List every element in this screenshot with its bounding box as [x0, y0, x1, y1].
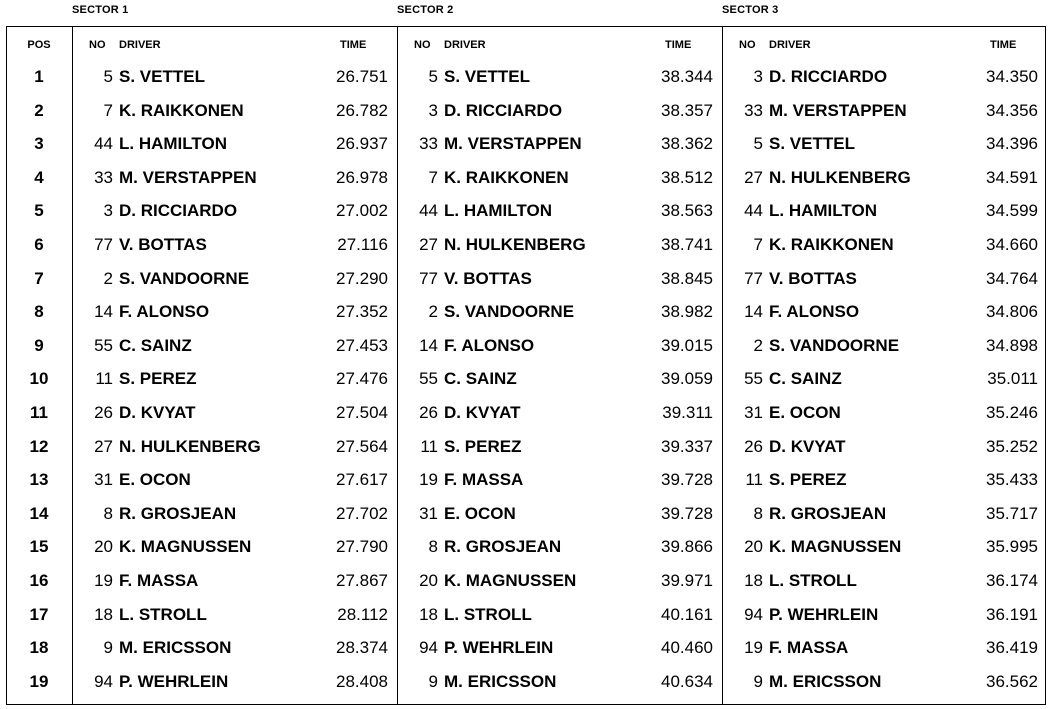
position-cell: 1 [34, 67, 44, 86]
sector-time-cell: 34.599 [986, 201, 1038, 221]
car-number-cell: 5 [103, 67, 113, 86]
car-number-cell: 2 [428, 302, 438, 322]
sector-time-cell: 34.806 [986, 302, 1038, 322]
car-number-cell: 31 [94, 470, 113, 490]
position-cell: 13 [29, 470, 49, 490]
driver-name-cell: N. HULKENBERG [444, 235, 586, 254]
driver-name-cell: V. BOTTAS [769, 268, 857, 288]
car-number-cell: 14 [744, 302, 763, 322]
driver-name-cell: S. VANDOORNE [769, 335, 900, 355]
car-number-cell: 8 [103, 503, 113, 523]
sector-time-cell: 35.717 [986, 503, 1038, 523]
driver-name-cell: P. WEHRLEIN [769, 604, 879, 624]
position-cell: 3 [34, 134, 44, 154]
driver-name-cell: L. STROLL [119, 604, 207, 624]
sector-time-cell: 40.161 [661, 604, 713, 624]
position-cell: 18 [29, 638, 49, 658]
car-number-cell: 77 [744, 268, 763, 288]
sector-time-cell: 38.362 [661, 134, 713, 154]
car-number-cell: 11 [95, 369, 113, 389]
sector-time-cell: 27.476 [336, 369, 388, 389]
driver-name-cell: C. SAINZ [119, 335, 192, 355]
sector-time-cell: 38.344 [661, 67, 713, 86]
table-row [7, 329, 1045, 363]
sector-time-cell: 38.357 [661, 100, 713, 120]
position-cell: 8 [34, 302, 44, 322]
car-number-cell: 26 [419, 403, 438, 422]
driver-name-cell: L. STROLL [444, 604, 532, 624]
table-row [7, 362, 1045, 396]
header-time-s1: TIME [340, 39, 367, 51]
sector-time-cell: 34.660 [986, 235, 1038, 254]
car-number-cell: 94 [744, 604, 763, 624]
sector-time-cell: 27.702 [336, 503, 388, 523]
car-number-cell: 44 [419, 201, 438, 221]
sector-time-cell: 27.790 [336, 537, 388, 557]
car-number-cell: 44 [744, 201, 763, 221]
sector-time-cell: 39.971 [661, 571, 713, 590]
sector-time-cell: 39.059 [661, 369, 713, 389]
sector-time-cell: 36.174 [986, 571, 1038, 590]
sector-time-cell: 35.246 [986, 403, 1038, 422]
driver-name-cell: K. MAGNUSSEN [119, 537, 252, 557]
driver-name-cell: S. PEREZ [769, 470, 847, 490]
car-number-cell: 55 [744, 369, 763, 389]
driver-name-cell: E. OCON [769, 403, 841, 422]
car-number-cell: 20 [744, 537, 763, 557]
table-row [7, 530, 1045, 564]
table-row [7, 564, 1045, 598]
driver-name-cell: L. HAMILTON [119, 134, 227, 154]
driver-name-cell: M. ERICSSON [769, 671, 882, 691]
sector-time-cell: 27.564 [336, 436, 388, 456]
sector-time-cell: 27.352 [336, 302, 388, 322]
table-row [7, 94, 1045, 128]
position-cell: 9 [34, 335, 44, 355]
sector-time-cell: 39.728 [661, 503, 713, 523]
header-time-s2: TIME [665, 39, 692, 51]
table-row [7, 631, 1045, 665]
sector-time-cell: 39.015 [661, 335, 713, 355]
table-row [7, 60, 1045, 94]
table-row [7, 463, 1045, 497]
sector-time-cell: 28.112 [337, 604, 388, 624]
car-number-cell: 3 [753, 67, 763, 86]
car-number-cell: 27 [94, 436, 113, 456]
sector-time-cell: 27.504 [336, 403, 388, 422]
sector-titles [0, 0, 1051, 26]
car-number-cell: 27 [419, 235, 438, 254]
position-cell: 10 [29, 369, 49, 389]
car-number-cell: 9 [103, 638, 113, 658]
driver-name-cell: D. KVYAT [119, 403, 196, 422]
driver-name-cell: F. ALONSO [119, 302, 210, 322]
sector-time-cell: 35.011 [987, 369, 1038, 389]
car-number-cell: 94 [419, 638, 438, 658]
sector-time-cell: 39.728 [661, 470, 713, 490]
sector-time-cell: 38.741 [661, 235, 713, 254]
car-number-cell: 26 [744, 436, 763, 456]
header-row [7, 39, 1047, 53]
table-row [7, 194, 1045, 228]
sector-time-cell: 34.396 [986, 134, 1038, 154]
sector-time-cell: 28.374 [336, 638, 388, 658]
car-number-cell: 19 [419, 470, 438, 490]
header-driver-s3: DRIVER [769, 39, 811, 51]
sector-time-cell: 26.751 [336, 67, 388, 86]
driver-name-cell: S. VETTEL [444, 67, 530, 86]
sector-time-cell: 34.350 [986, 67, 1038, 86]
driver-name-cell: L. HAMILTON [769, 201, 877, 221]
driver-name-cell: M. VERSTAPPEN [444, 134, 582, 154]
sector-time-cell: 38.845 [661, 268, 713, 288]
car-number-cell: 33 [94, 167, 113, 187]
car-number-cell: 19 [744, 638, 763, 658]
driver-name-cell: L. STROLL [769, 571, 857, 590]
car-number-cell: 19 [94, 571, 113, 590]
sector-time-cell: 36.419 [986, 638, 1038, 658]
position-cell: 16 [29, 571, 49, 590]
car-number-cell: 9 [753, 671, 763, 691]
car-number-cell: 3 [103, 201, 113, 221]
car-number-cell: 18 [419, 604, 438, 624]
driver-name-cell: F. MASSA [769, 638, 849, 658]
position-cell: 4 [34, 167, 44, 187]
position-cell: 12 [29, 436, 49, 456]
sector-time-cell: 38.512 [661, 167, 713, 187]
car-number-cell: 31 [419, 503, 438, 523]
position-cell: 11 [30, 403, 48, 422]
driver-name-cell: M. VERSTAPPEN [119, 167, 257, 187]
sector-time-cell: 35.433 [986, 470, 1038, 490]
driver-name-cell: M. VERSTAPPEN [769, 100, 907, 120]
car-number-cell: 5 [428, 67, 438, 86]
header-no-s2: NO [414, 39, 431, 51]
driver-name-cell: L. HAMILTON [444, 201, 552, 221]
table-row [7, 598, 1045, 632]
sector-time-cell: 34.898 [986, 335, 1038, 355]
driver-name-cell: S. VETTEL [769, 134, 855, 154]
sector-time-cell: 38.982 [661, 302, 713, 322]
position-cell: 15 [29, 537, 49, 557]
sector-time-cell: 26.782 [336, 100, 388, 120]
driver-name-cell: C. SAINZ [444, 369, 517, 389]
table-row [7, 396, 1045, 430]
car-number-cell: 77 [419, 268, 438, 288]
driver-name-cell: S. VANDOORNE [119, 268, 250, 288]
sector-time-cell: 34.764 [986, 268, 1038, 288]
driver-name-cell: R. GROSJEAN [119, 503, 237, 523]
car-number-cell: 7 [428, 167, 438, 187]
car-number-cell: 55 [94, 335, 113, 355]
car-number-cell: 77 [94, 235, 113, 254]
driver-name-cell: F. ALONSO [444, 335, 535, 355]
driver-name-cell: D. KVYAT [444, 403, 521, 422]
driver-name-cell: P. WEHRLEIN [119, 671, 229, 691]
driver-name-cell: S. PEREZ [444, 436, 522, 456]
table-row [7, 262, 1045, 296]
driver-name-cell: R. GROSJEAN [769, 503, 887, 523]
sector-3-title: SECTOR 3 [722, 4, 779, 16]
car-number-cell: 26 [94, 403, 113, 422]
sector-2-title: SECTOR 2 [397, 4, 454, 16]
driver-name-cell: P. WEHRLEIN [444, 638, 554, 658]
header-driver-s2: DRIVER [444, 39, 486, 51]
car-number-cell: 14 [94, 302, 113, 322]
position-cell: 17 [29, 604, 49, 624]
driver-name-cell: K. RAIKKONEN [444, 167, 569, 187]
sector-time-cell: 40.460 [661, 638, 713, 658]
car-number-cell: 7 [753, 235, 763, 254]
car-number-cell: 55 [419, 369, 438, 389]
driver-name-cell: R. GROSJEAN [444, 537, 562, 557]
sector-time-cell: 27.290 [336, 268, 388, 288]
driver-name-cell: N. HULKENBERG [119, 436, 261, 456]
sector-time-cell: 28.408 [336, 671, 388, 691]
car-number-cell: 11 [420, 436, 438, 456]
car-number-cell: 11 [745, 470, 763, 490]
driver-name-cell: K. MAGNUSSEN [444, 571, 577, 590]
driver-name-cell: D. RICCIARDO [119, 201, 238, 221]
car-number-cell: 20 [94, 537, 113, 557]
car-number-cell: 14 [419, 335, 438, 355]
table-row [7, 430, 1045, 464]
sector-time-cell: 26.937 [336, 134, 388, 154]
sector-time-cell: 27.002 [336, 201, 388, 221]
sector-1-title: SECTOR 1 [72, 4, 129, 16]
car-number-cell: 2 [103, 268, 113, 288]
driver-name-cell: V. BOTTAS [444, 268, 532, 288]
driver-name-cell: D. RICCIARDO [444, 100, 563, 120]
sector-time-cell: 34.356 [986, 100, 1038, 120]
sector-times-table [6, 26, 1046, 705]
car-number-cell: 8 [753, 503, 763, 523]
sector-time-cell: 35.252 [986, 436, 1038, 456]
driver-name-cell: F. MASSA [444, 470, 524, 490]
car-number-cell: 9 [428, 671, 438, 691]
table-row [7, 228, 1045, 262]
driver-name-cell: M. ERICSSON [444, 671, 557, 691]
driver-name-cell: F. ALONSO [769, 302, 860, 322]
sector-time-cell: 27.867 [336, 571, 388, 590]
driver-name-cell: N. HULKENBERG [769, 167, 911, 187]
table-row [7, 497, 1045, 531]
car-number-cell: 18 [94, 604, 113, 624]
driver-name-cell: K. MAGNUSSEN [769, 537, 902, 557]
driver-name-cell: F. MASSA [119, 571, 199, 590]
sector-time-cell: 39.311 [662, 403, 713, 422]
driver-name-cell: M. ERICSSON [119, 638, 232, 658]
car-number-cell: 2 [753, 335, 763, 355]
car-number-cell: 94 [94, 671, 113, 691]
car-number-cell: 8 [428, 537, 438, 557]
table-row [7, 295, 1045, 329]
car-number-cell: 33 [419, 134, 438, 154]
driver-name-cell: D. RICCIARDO [769, 67, 888, 86]
position-cell: 5 [34, 201, 44, 221]
driver-name-cell: S. VETTEL [119, 67, 205, 86]
position-cell: 19 [29, 671, 49, 691]
car-number-cell: 5 [753, 134, 763, 154]
driver-name-cell: S. VANDOORNE [444, 302, 575, 322]
header-pos: POS [27, 39, 51, 51]
header-driver-s1: DRIVER [119, 39, 161, 51]
sector-time-cell: 39.337 [661, 436, 713, 456]
position-cell: 7 [34, 268, 44, 288]
position-cell: 14 [29, 503, 49, 523]
header-no-s1: NO [89, 39, 106, 51]
position-cell: 2 [34, 100, 44, 120]
sector-time-cell: 38.563 [661, 201, 713, 221]
sector-time-cell: 36.562 [986, 671, 1038, 691]
header-no-s3: NO [739, 39, 756, 51]
driver-name-cell: E. OCON [119, 470, 191, 490]
sector-time-cell: 39.866 [661, 537, 713, 557]
table-row [7, 161, 1045, 195]
driver-name-cell: E. OCON [444, 503, 516, 523]
car-number-cell: 3 [428, 100, 438, 120]
driver-name-cell: C. SAINZ [769, 369, 842, 389]
driver-name-cell: D. KVYAT [769, 436, 846, 456]
sector-time-cell: 34.591 [986, 167, 1038, 187]
car-number-cell: 31 [744, 403, 763, 422]
driver-name-cell: K. RAIKKONEN [119, 100, 244, 120]
car-number-cell: 20 [419, 571, 438, 590]
sector-time-cell: 27.617 [336, 470, 388, 490]
driver-name-cell: S. PEREZ [119, 369, 197, 389]
table-row [7, 665, 1045, 699]
sector-time-cell: 40.634 [661, 671, 713, 691]
car-number-cell: 27 [744, 167, 763, 187]
car-number-cell: 44 [94, 134, 113, 154]
sector-time-cell: 26.978 [336, 167, 388, 187]
driver-name-cell: K. RAIKKONEN [769, 235, 894, 254]
sector-time-cell: 27.116 [337, 235, 388, 254]
header-time-s3: TIME [990, 39, 1017, 51]
sector-time-cell: 36.191 [986, 604, 1038, 624]
car-number-cell: 33 [744, 100, 763, 120]
sector-time-cell: 35.995 [986, 537, 1038, 557]
car-number-cell: 18 [744, 571, 763, 590]
car-number-cell: 7 [103, 100, 113, 120]
position-cell: 6 [34, 235, 44, 254]
table-row [7, 127, 1045, 161]
sector-time-cell: 27.453 [336, 335, 388, 355]
driver-name-cell: V. BOTTAS [119, 235, 207, 254]
